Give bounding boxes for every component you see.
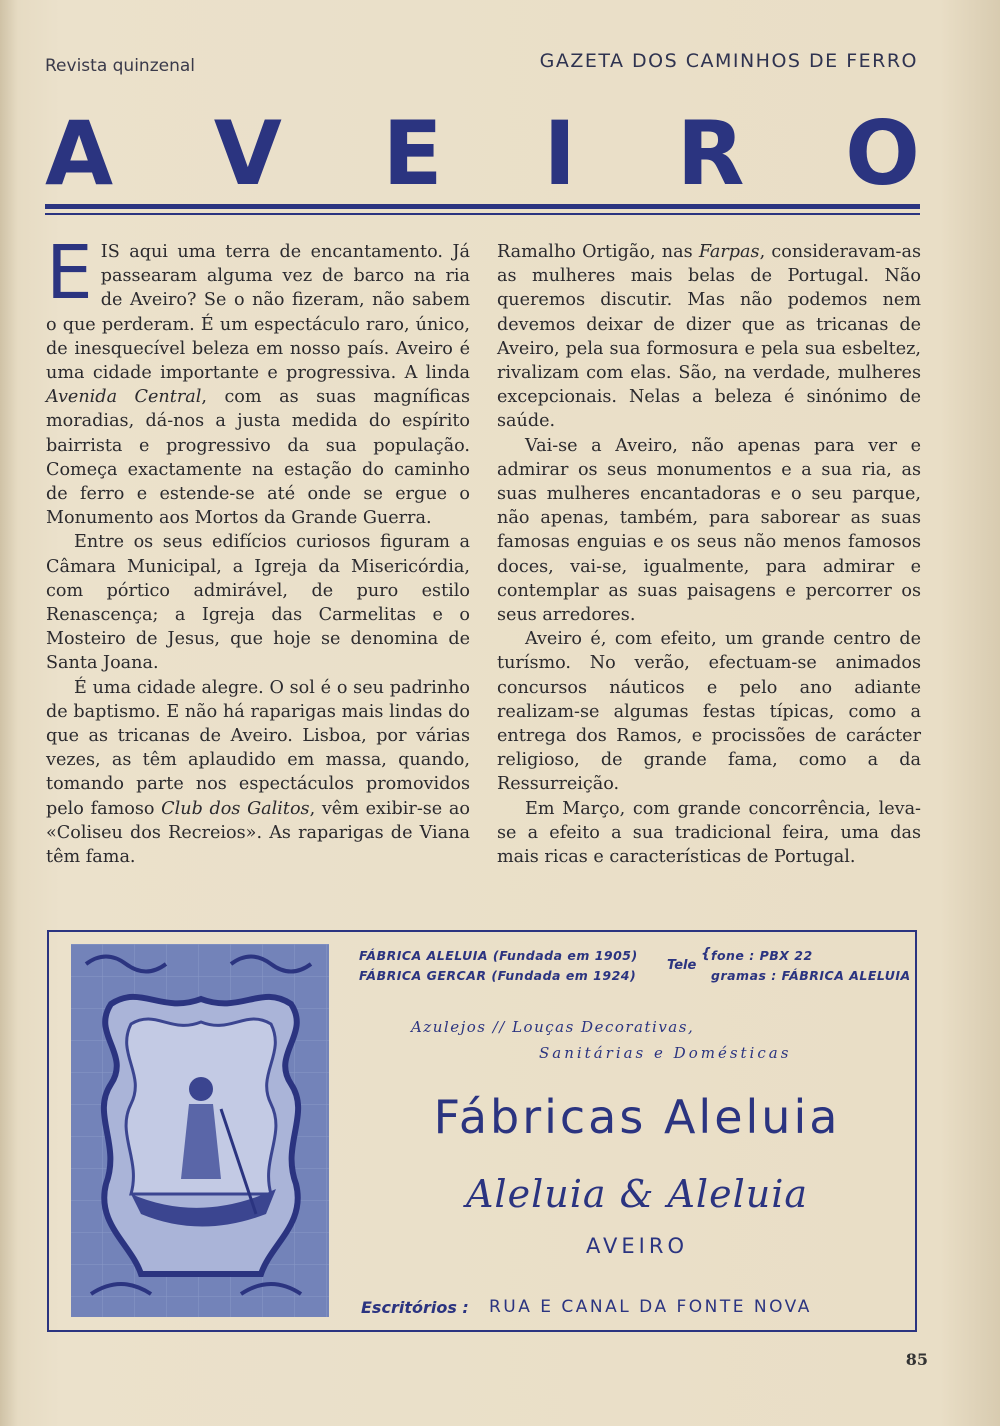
article-paragraph: Entre os seus edifícios curiosos figuram a Câmara Municipal, a Igreja da Misericórdia, com pórtico admirável, de puro estilo Renascença; a Igreja das Carmelitas e o Mosteiro de Jesus, que hoje se denomina de Santa Joana.: [46, 532, 470, 674]
italic-term: Farpas: [698, 242, 760, 262]
drop-cap: E: [46, 230, 93, 316]
ad-office-address: RUA E CANAL DA FONTE NOVA: [489, 1297, 812, 1317]
title-rule-thick: [45, 204, 920, 209]
article-paragraph: Vai-se a Aveiro, não apenas para ver e admirar os seus monumentos e a sua ria, as suas mulheres encantadoras e o seu parque, não apenas, também, para saborear as suas famosas enguias e os seus não menos famosos doces, vai-se, igualmente, para admirar e contemplar as suas paisagens e percorrer os seus arredores.: [497, 435, 921, 626]
ad-products-line-1: Azulejos // Louças Decorativas,: [411, 1018, 695, 1036]
azulejo-tile-panel-image: [71, 944, 329, 1317]
article-paragraph: Aveiro é, com efeito, um grande centro de turísmo. No verão, efectuam-se animados concursos náuticos e pelo ano adiante realizam-se algumas festas típicas, como a entrega dos Ramos, e procissões de carácter religioso, de grande fama, como a da Ressurreição.: [497, 629, 921, 795]
title-letter: O: [845, 101, 920, 205]
title-rule-thin: [45, 213, 920, 215]
italic-term: Avenida Central: [46, 387, 202, 408]
title-letter: E: [382, 101, 443, 205]
article-column-left: [46, 230, 470, 869]
title-letter: R: [676, 101, 745, 205]
header-right-text: GAZETA DOS CAMINHOS DE FERRO: [539, 50, 918, 72]
italic-term: Club dos Galitos: [161, 798, 310, 819]
ad-phone: fone : PBX 22: [711, 948, 813, 963]
title-letter: I: [543, 101, 577, 205]
article-paragraph: Ramalho Ortigão, nas Farpas, consideravam-as as mulheres mais belas de Portugal. Não queremos discutir. Mas não podemos nem devemos deixar de dizer que as tricanas de Aveiro, pela sua formosura e pela sua esbeltez, rivalizam com elas. São, na verdade, mulheres excepcionais. Nelas a beleza é sinónimo de saúde.: [497, 242, 921, 432]
article-paragraph: Em Março, com grande concorrência, leva-se a efeito a sua tradicional feira, uma das mais ricas e características de Portugal.: [497, 798, 921, 868]
ad-products-line-2: Sanitárias e Domésticas: [539, 1044, 792, 1062]
ad-office-label: Escritórios :: [361, 1298, 469, 1317]
brace-icon: {: [701, 946, 711, 962]
page-title: [45, 101, 920, 205]
page-number: 85: [905, 1350, 928, 1369]
ad-telegrams: gramas : FÁBRICA ALELUIA: [711, 968, 911, 983]
ad-factory-line-1: FÁBRICA ALELUIA (Fundada em 1905): [359, 948, 638, 963]
ad-factory-line-2: FÁBRICA GERCAR (Fundada em 1924): [359, 968, 637, 983]
ad-city: AVEIRO: [586, 1234, 688, 1258]
article-column-right: [497, 240, 921, 869]
article-paragraph: EIS aqui uma terra de encantamento. Já passearam alguma vez de barco na ria de Aveiro? Se o não fizeram, não sabem o que perderam. É um espectáculo raro, único, de inesquecível beleza em nosso país. Aveiro é uma cidade importante e progressiva. A linda Avenida Central, com as suas magníficas moradias, dá-nos a justa medida do espírito bairrista e progressivo da sua população. Começa exactamente na estação do caminho de ferro e estende-se até onde se ergue o Monumento aos Mortos da Grande Guerra.: [46, 230, 470, 529]
ad-tele-label: Tele: [667, 958, 697, 973]
title-letter: A: [45, 101, 114, 205]
advertisement-box: [47, 930, 917, 1332]
ad-company-script: Aleluia & Aleluia: [465, 1172, 809, 1216]
ad-company-name: Fábricas Aleluia: [433, 1090, 841, 1144]
header-left-text: Revista quinzenal: [45, 56, 195, 76]
article-paragraph: É uma cidade alegre. O sol é o seu padrinho de baptismo. E não há raparigas mais lindas do que as tricanas de Aveiro. Lisboa, por várias vezes, as têm aplaudido em massa, quando, tomando parte nos espectáculos promovidos pelo famoso Club dos Galitos, vêm exibir-se ao «Coliseu dos Recreios». As raparigas de Viana têm fama.: [46, 677, 470, 868]
title-letter: V: [213, 101, 282, 205]
